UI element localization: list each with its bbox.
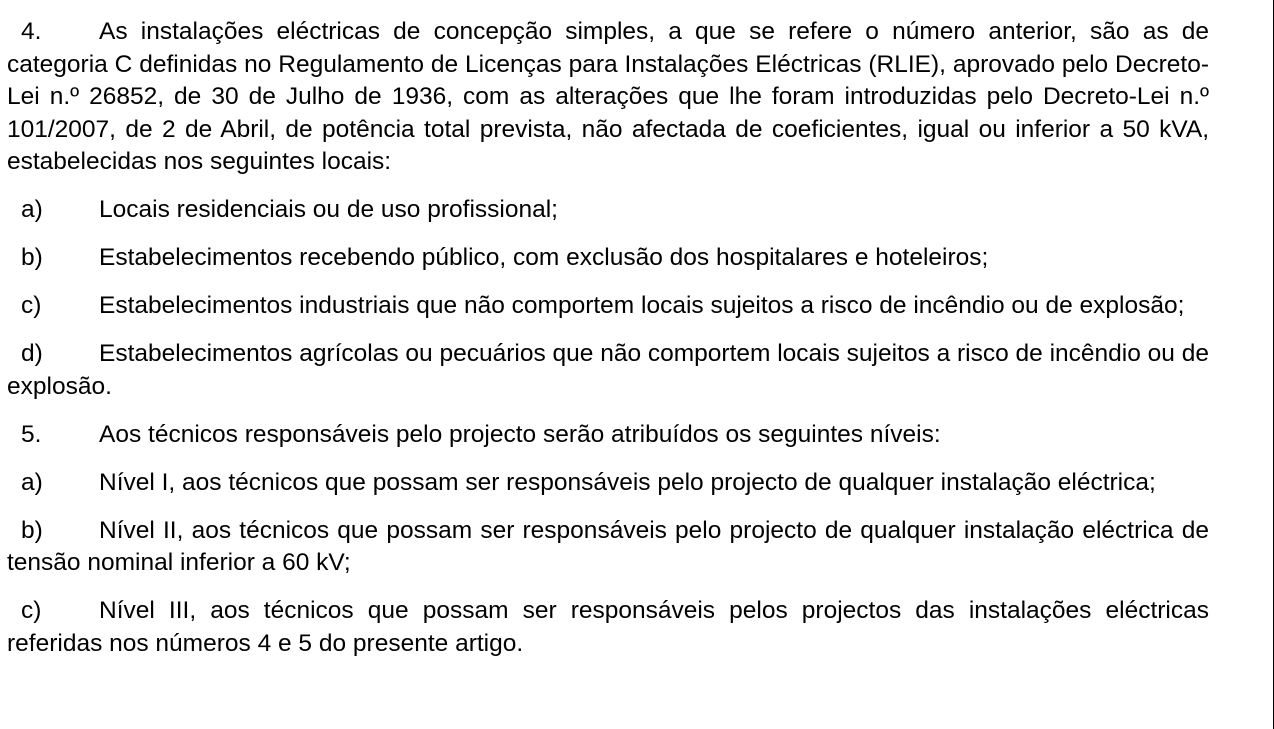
list-item-text: Locais residenciais ou de uso profissional; (99, 196, 558, 223)
list-item-text: Estabelecimentos recebendo público, com exclusão dos hospitalares e hoteleiros; (99, 244, 989, 271)
list-item-4a (7, 194, 1209, 227)
list-item-text: Estabelecimentos industriais que não comportem locais sujeitos a risco de incêndio ou de explosão; (99, 292, 1185, 319)
list-item-text: Estabelecimentos agrícolas ou pecuários que não comportem locais sujeitos a risco de incêndio ou de explosão. (7, 340, 1209, 400)
list-item-5b (7, 515, 1209, 580)
document-body (7, 16, 1209, 660)
paragraph-marker: 5. (21, 420, 42, 448)
paragraph-text: As instalações eléctricas de concepção simples, a que se refere o número anterior, são as de categoria C definidas no Regulamento de Licenças para Instalações Eléctricas (RLIE), aprovado pelo Decreto-Lei n.º 26852, de 30 de Julho de 1936, com as alterações que lhe foram introduzidas pelo Decreto-Lei n.º 101/2007, de 2 de Abril, de potência total prevista, não afectada de coeficientes, igual ou inferior a 50 kVA, estabelecidas nos seguintes locais: (7, 18, 1209, 175)
list-marker: c) (21, 292, 42, 319)
list-marker: b) (21, 244, 43, 271)
list-item-text: Nível III, aos técnicos que possam ser responsáveis pelos projectos das instalações eléctricas referidas nos números 4 e 5 do presente artigo. (7, 597, 1209, 657)
list-item-5a (7, 467, 1209, 500)
list-marker: a) (21, 468, 43, 496)
list-item-5c (7, 595, 1209, 660)
list-marker: d) (21, 340, 43, 367)
paragraph-5 (7, 419, 1209, 452)
paragraph-text: Aos técnicos responsáveis pelo projecto serão atribuídos os seguintes níveis: (99, 420, 941, 448)
list-item-4b (7, 242, 1209, 275)
list-item-text: Nível II, aos técnicos que possam ser responsáveis pelo projecto de qualquer instalação eléctrica de tensão nominal inferior a 60 kV; (7, 516, 1209, 576)
list-marker: b) (21, 516, 43, 544)
list-marker: a) (21, 196, 43, 223)
list-item-4c (7, 290, 1209, 323)
list-marker: c) (21, 597, 42, 624)
list-item-4d (7, 338, 1209, 403)
list-item-text: Nível I, aos técnicos que possam ser responsáveis pelo projecto de qualquer instalação eléctrica; (99, 468, 1156, 496)
paragraph-4 (7, 16, 1209, 179)
paragraph-marker: 4. (21, 18, 42, 45)
